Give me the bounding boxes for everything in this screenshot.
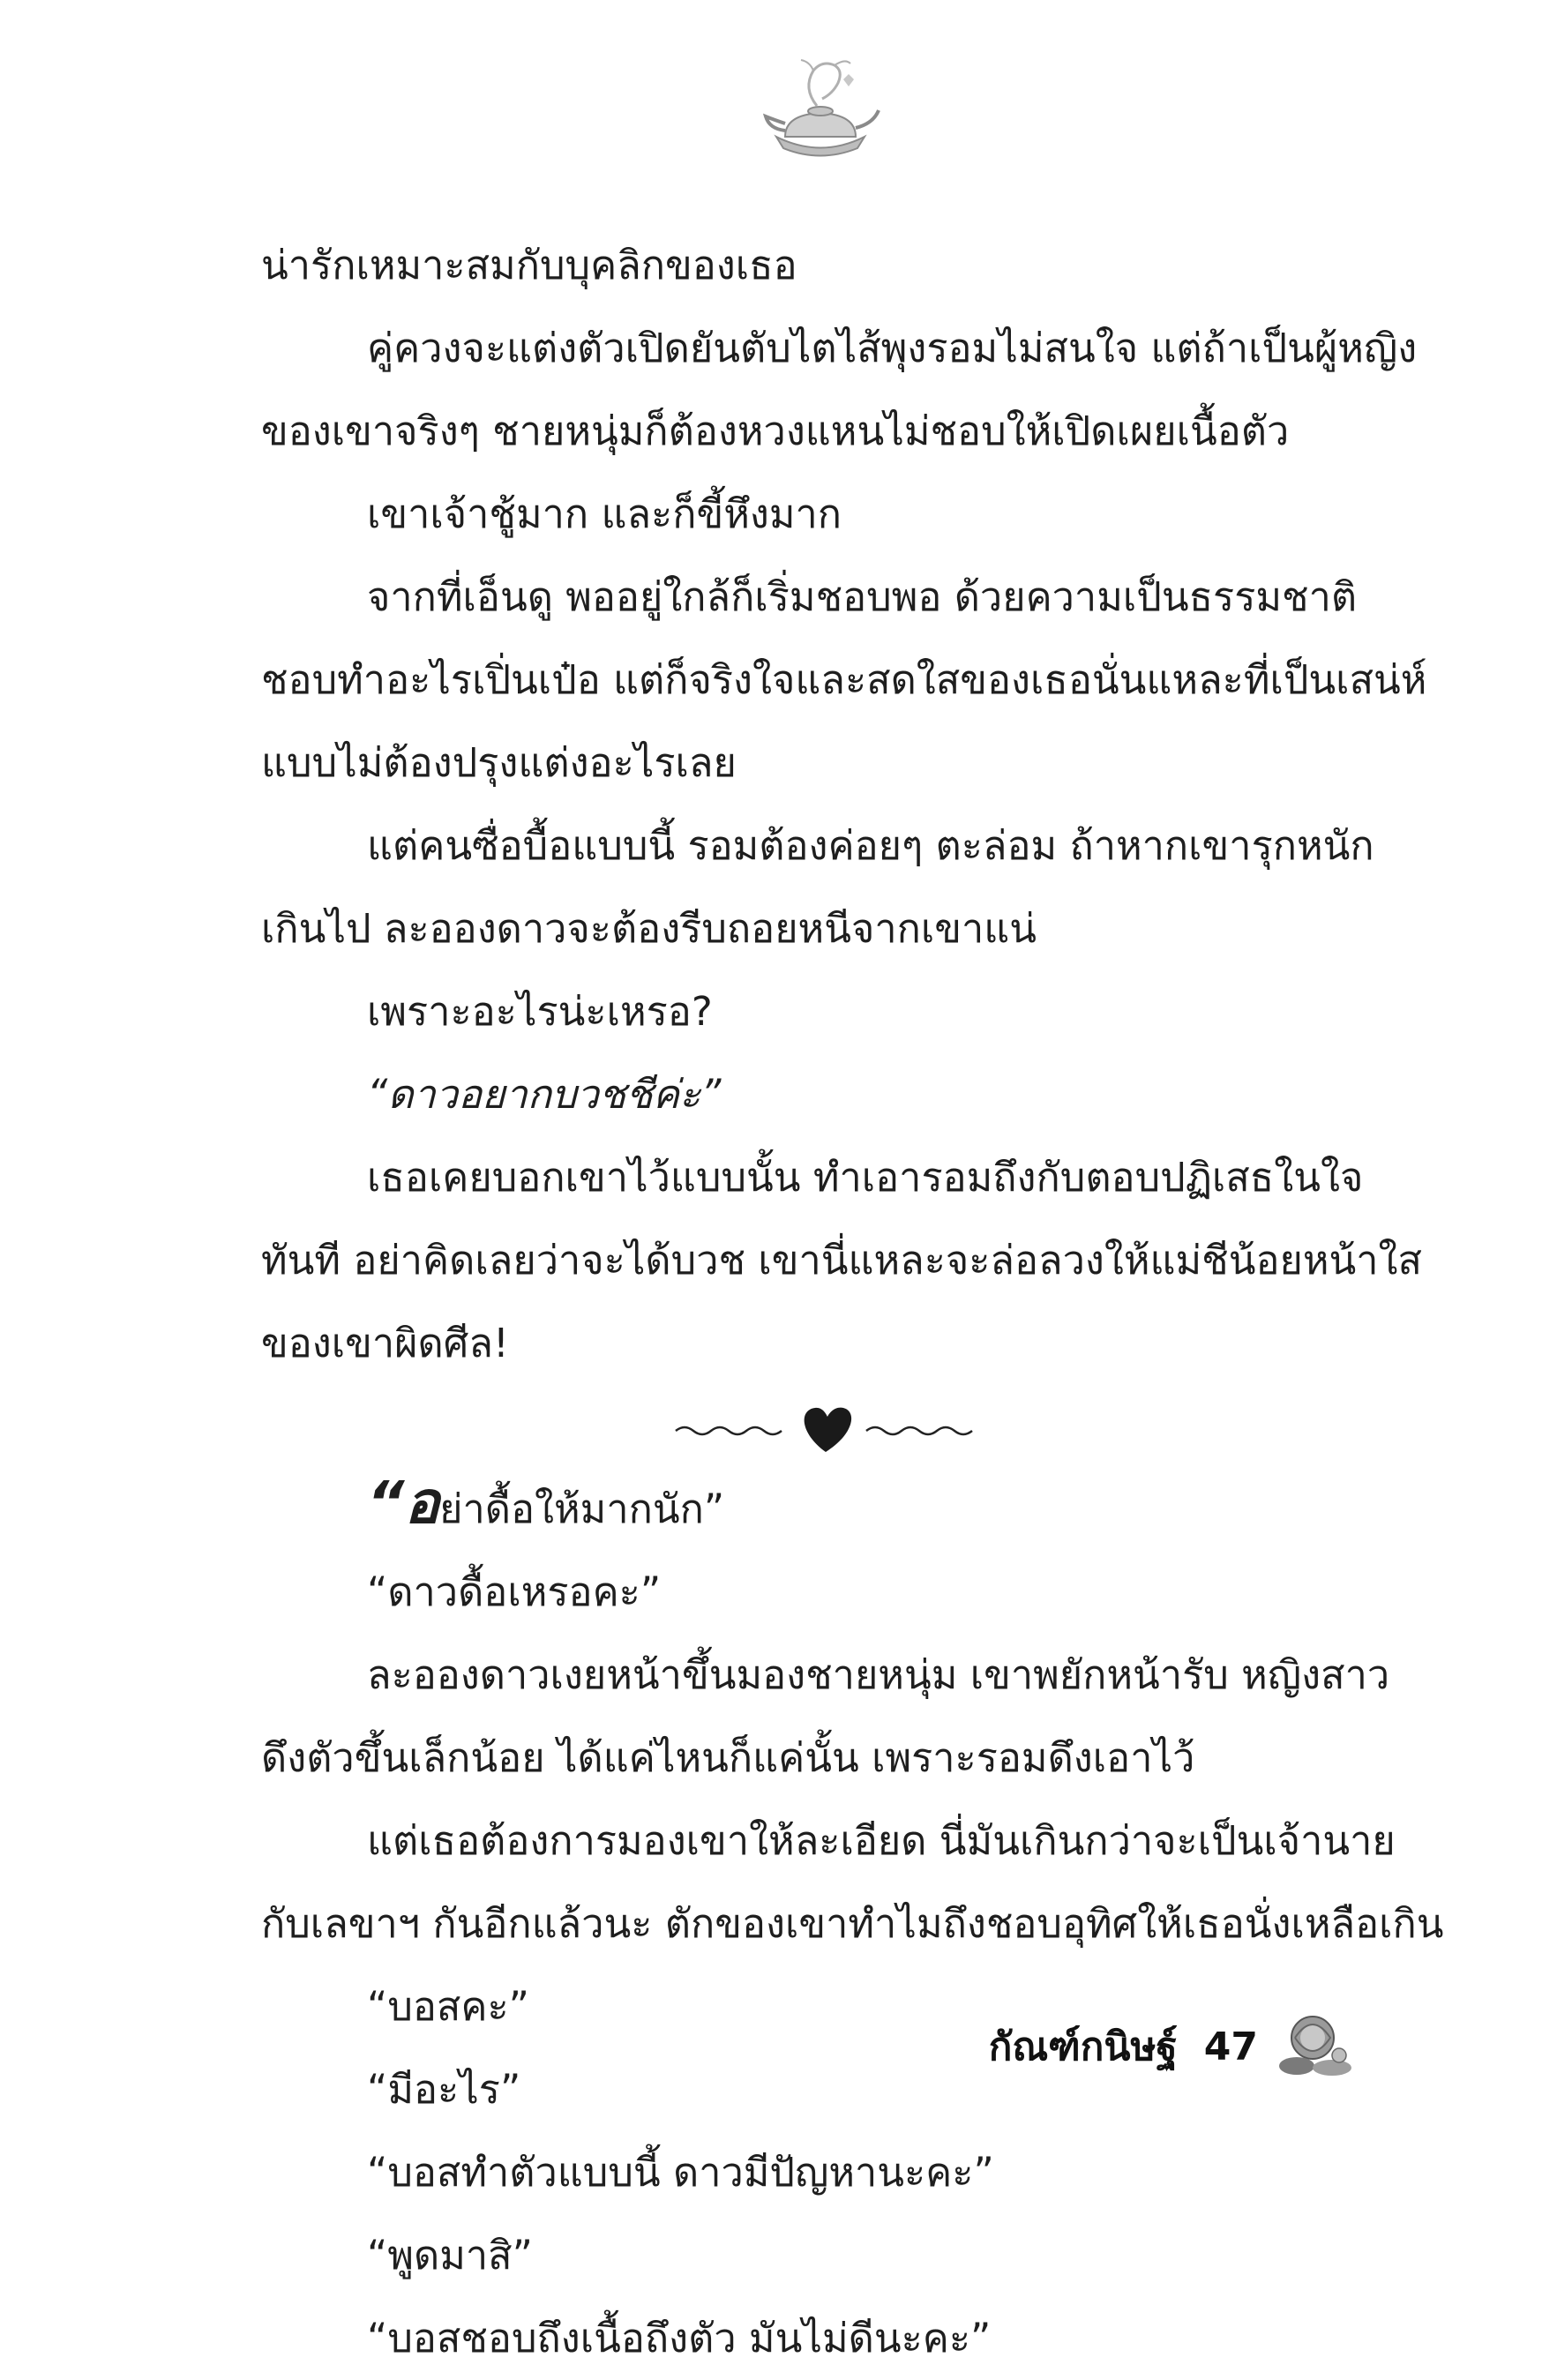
paragraph-line: ชอบทำอะไรเปิ่นเป๋อ แต่ก็จริงใจและสดใสของเธอนั่นแหละที่เป็นเสน่ห์ (261, 656, 1427, 703)
paragraph-line: ทันที อย่าคิดเลยว่าจะได้บวช เขานี่แหละจะล่อลวงให้แม่ชีน้อยหน้าใส (261, 1237, 1422, 1284)
genie-lamp-icon (759, 53, 882, 168)
paragraph-line: จากที่เอ็นดู พออยู่ใกล้ก็เริ่มชอบพอ ด้วยความเป็นธรรมชาติ (367, 573, 1358, 620)
paragraph-line: “พูดมาสิ” (367, 2232, 533, 2279)
paragraph-line: เพราะอะไรน่ะเหรอ? (367, 988, 713, 1035)
paragraph-line: เกินไป ละอองดาวจะต้องรีบถอยหนีจากเขาแน่ (261, 905, 1037, 952)
paragraph-line: แต่คนซื่อบื้อแบบนี้ รอมต้องค่อยๆ ตะล่อม ถ้าหากเขารุกหนัก (367, 822, 1374, 869)
heart-swirl-icon (667, 1397, 984, 1459)
section-divider (261, 1385, 1408, 1468)
page-footer (989, 2011, 1357, 2082)
paragraph-line: “บอสทำตัวแบบนี้ ดาวมีปัญหานะคะ” (367, 2149, 994, 2196)
paragraph-line: เธอเคยบอกเขาไว้แบบนั้น ทำเอารอมถึงกับตอบปฏิเสธในใจ (367, 1154, 1364, 1201)
paragraph-line: ดึงตัวขึ้นเล็กน้อย ได้แค่ไหนก็แค่นั้น เพราะรอมดึงเอาไว้ (261, 1734, 1195, 1781)
paragraph-line (261, 1468, 1408, 1551)
paragraph-line: คู่ควงจะแต่งตัวเปิดยันตับไตไส้พุงรอมไม่สนใจ แต่ถ้าเป็นผู้หญิง (367, 325, 1418, 371)
paragraph-line: “บอสชอบถึงเนื้อถึงตัว มันไม่ดีนะคะ” (367, 2315, 992, 2361)
drop-cap: “อ (367, 1469, 440, 1537)
paragraph-line: “บอสคะ” (367, 1983, 529, 2030)
paragraph-line: ของเขาผิดศีล! (261, 1320, 509, 1366)
paragraph-line: “ดาวดื้อเหรอคะ” (367, 1568, 662, 1615)
paragraph-line: “ดาวอยากบวชชีค่ะ” (367, 1071, 722, 1118)
paragraph-line: แบบไม่ต้องปรุงแต่งอะไรเลย (261, 739, 737, 786)
paragraph-line: น่ารักเหมาะสมกับบุคลิกของเธอ (261, 242, 797, 288)
page-number: 47 (1203, 2024, 1258, 2069)
paragraph-line: “มีอะไร” (367, 2066, 521, 2113)
paragraph-line: แต่เธอต้องการมองเขาให้ละเอียด นี่มันเกินกว่าจะเป็นเจ้านาย (367, 1817, 1396, 1864)
paragraph-line: กับเลขาฯ กันอีกแล้วนะ ตักของเขาทำไมถึงชอบอุทิศให้เธอนั่งเหลือเกิน (261, 1900, 1444, 1947)
author-name: กัณฑ์กนิษฐ์ (988, 2024, 1178, 2069)
paragraph-line: เขาเจ้าชู้มาก และก็ขี้หึงมาก (367, 490, 842, 537)
drop-cap-rest: ย่าดื้อให้มากนัก” (439, 1486, 725, 1532)
paragraph-line: ละอองดาวเงยหน้าขึ้นมองชายหนุ่ม เขาพยักหน้ารับ หญิงสาว (367, 1651, 1390, 1698)
flower-icon (1277, 2011, 1357, 2082)
paragraph-line: ของเขาจริงๆ ชายหนุ่มก็ต้องหวงแหนไม่ชอบให้เปิดเผยเนื้อตัว (261, 408, 1290, 454)
